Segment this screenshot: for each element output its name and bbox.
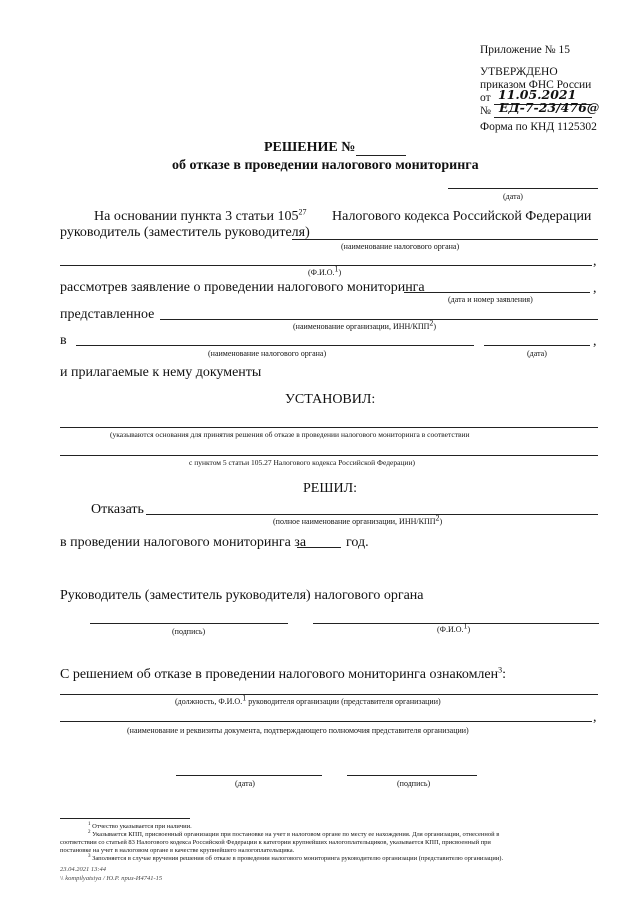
order-number-prefix: № [480,105,491,117]
footnote-3: $^3$ Заполняется в случае вручения решения об отказе в проведении налогового мониторинга руководителю организации (представителю организации). [88,853,504,862]
form-code: Форма по КНД 1125302 [480,121,597,133]
footnote-2: $^2$ Указывается КПП, присвоенный организации при постановке на учет в налоговом органе по месту ее нахождения. Для организации, отнесенной в [88,829,500,838]
tax-org-line-2 [76,345,474,346]
fio-caption: (Ф.И.О.$^1$) [308,264,342,277]
date-line-2 [484,345,590,346]
order-label: приказом ФНС России [480,79,592,91]
signature-caption: (подпись) [172,627,206,636]
organization-line [160,319,598,320]
decision-subtitle: об отказе в проведении налогового мониторинга [172,158,479,173]
grounds-caption-2: с пунктом 5 статьи 105.27 Налогового кодекса Российской Федерации) [189,458,415,467]
footnote-2-end: постановке на учет в налоговом органе в качестве крупнейшего налогоплательщика. [60,847,295,854]
acquainted-text: С решением об отказе в проведении налогового мониторинга ознакомлен$^3$: [60,665,507,682]
order-number-handwritten: ЕД-7-23/476@ [499,100,600,115]
decision-number-line [356,155,406,156]
date-caption-3: (дата) [235,779,255,788]
basis-text-tail: Налогового кодекса Российской Федерации [332,209,592,224]
comma: , [593,281,597,296]
attached-text: и прилагаемые к нему документы [60,365,262,380]
considered-text: рассмотрев заявление о проведении налогового мониторинга [60,280,425,295]
fio-line-2 [313,623,599,624]
year-line [297,547,341,548]
refuse-text: Отказать [91,502,144,517]
approved-label: УТВЕРЖДЕНО [480,66,558,78]
application-line [404,292,590,293]
order-date-prefix: от [480,92,491,104]
established-heading: УСТАНОВИЛ: [285,392,376,407]
tax-org-caption-2: (наименование налогового органа) [208,349,327,358]
footnote-2-cont: соответствии со статьей 83 Налогового кодекса Российской Федерации к категории крупнейших налогоплательщиков, указывается КПП, присвоенный при [60,839,491,846]
comma: , [593,334,597,349]
file-path: \\ kompilyatsiya / Ю.Р. приз-И4741-15 [60,875,163,882]
footnote-divider [60,818,190,819]
head-signature-label: Руководитель (заместитель руководителя) налогового органа [60,588,424,603]
monitoring-for-text: в проведении налогового мониторинга за [60,535,307,550]
decided-heading: РЕШИЛ: [303,481,357,496]
comma: , [593,710,597,725]
decision-date-caption: (дата) [503,192,523,201]
footnote-1: $^1$ Отчество указывается при наличии. [88,821,192,830]
full-org-caption: (полное наименование организации, ИНН/КПП$^2$) [273,513,443,526]
order-date-handwritten: 11.05.2021 [498,87,577,102]
signature-line [90,623,288,624]
grounds-line-1 [60,427,598,428]
application-caption: (дата и номер заявления) [448,295,533,304]
decision-title: РЕШЕНИЕ № [264,140,356,155]
grounds-caption-1: (указываются основания для принятия решения об отказе в проведении налогового мониторинга в соответствии [110,430,470,439]
in-label: в [60,333,67,348]
document-caption: (наименование и реквизиты документа, подтверждающего полномочия представителя организации) [127,726,469,735]
date-caption-2: (дата) [527,349,547,358]
position-line [60,694,598,695]
print-timestamp: 23.04.2021 13:44 [60,866,107,873]
position-caption: (должность, Ф.И.О.$^1$ руководителя организации (представителя организации) [175,693,441,706]
head-label: руководитель (заместитель руководителя) [60,225,310,240]
grounds-line-2 [60,455,598,456]
document-line [60,721,592,722]
fio-line [60,265,592,266]
tax-org-line [292,239,598,240]
fio-caption-2: (Ф.И.О.$^1$) [437,621,471,634]
signature-line-2 [347,775,477,776]
organization-caption: (наименование организации, ИНН/КПП$^2$) [293,318,437,331]
signature-caption-2: (подпись) [397,779,431,788]
submitted-text: представленное [60,307,155,322]
basis-text: На основании пункта 3 статьи $105^{27}$ [94,207,307,224]
year-label: год. [346,535,369,550]
tax-org-caption: (наименование налогового органа) [341,242,460,251]
date-line-3 [176,775,322,776]
full-org-line [146,514,598,515]
comma: , [593,254,597,269]
appendix-label: Приложение № 15 [480,44,570,56]
decision-date-line [448,188,598,189]
order-number-line [494,117,592,118]
